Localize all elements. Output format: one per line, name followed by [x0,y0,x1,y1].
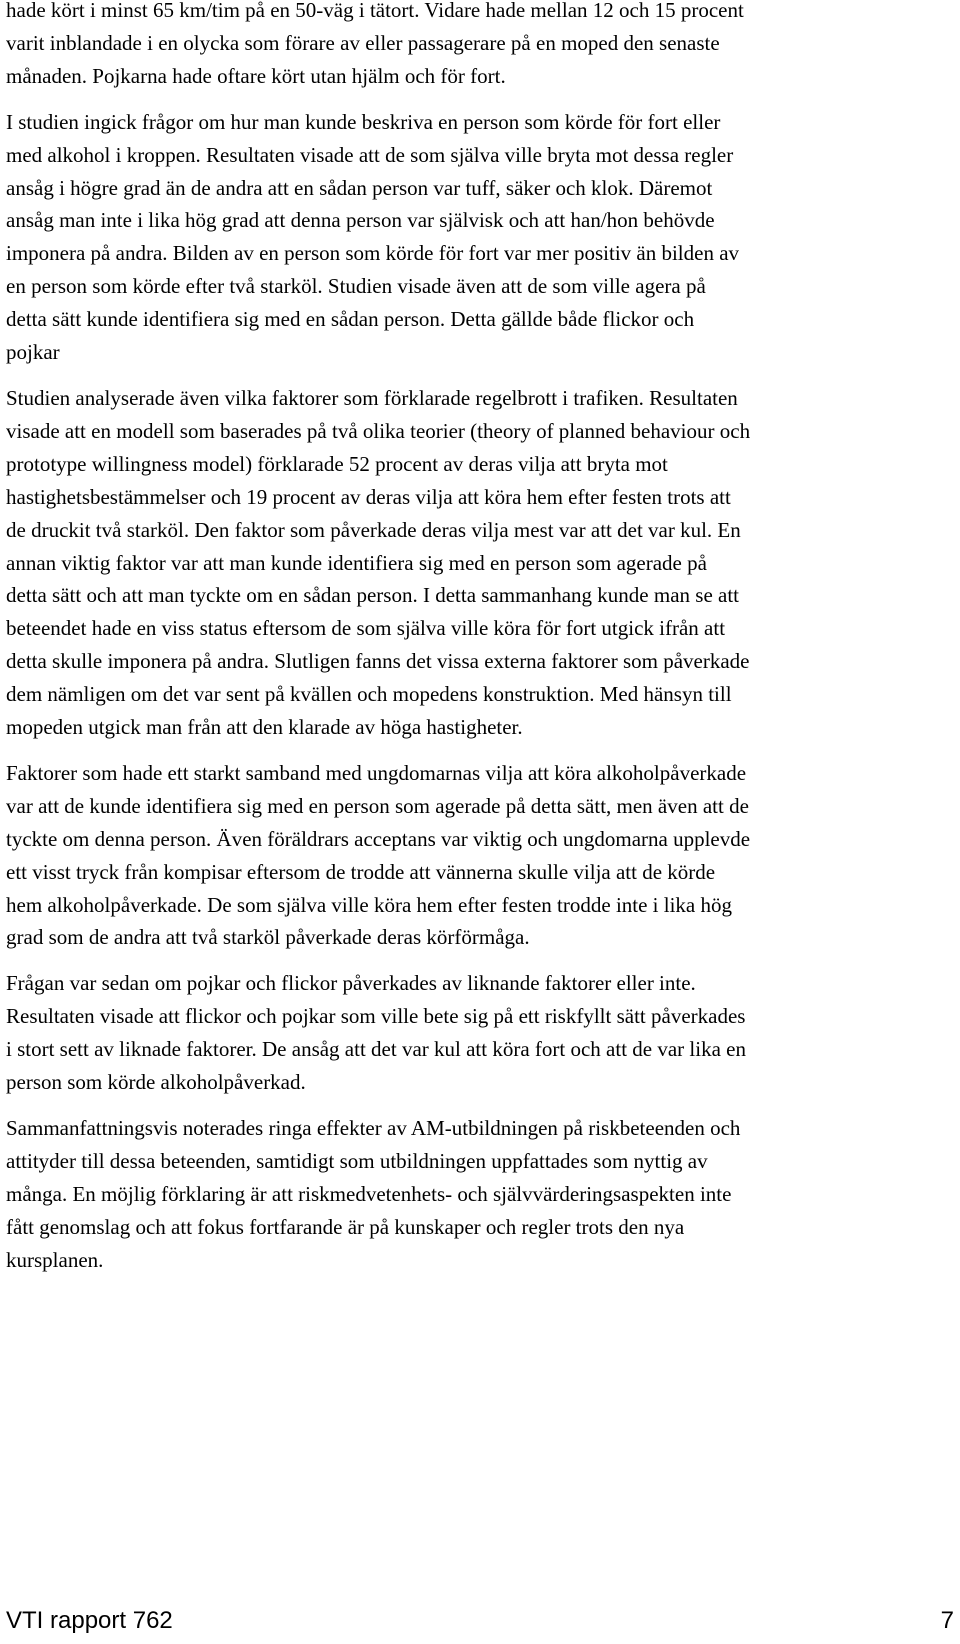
page-footer [6,1601,954,1641]
report-label: VTI rapport 762 [6,1607,173,1634]
paragraph-4: Faktorer som hade ett starkt samband med ungdomarnas vilja att köra alkoholpåverkade var att de kunde identifiera sig med en person som agerade på detta sätt, men även att de tyckte om denna person. Även föräldrars acceptans var viktig och ungdomarna upplevde ett visst tryck från kompisar eftersom de trodde att vännerna skulle vilja att de körde hem alkoholpåverkade. De som själva ville köra hem efter festen trodde inte i lika hög grad som de andra att två starköl påverkade deras körförmåga. [6,760,751,950]
paragraph-5: Frågan var sedan om pojkar och flickor påverkades av liknande faktorer eller inte. Resultaten visade att flickor och pojkar som ville bete sig på ett riskfyllt sätt påverkades i stort sett av liknade faktorer. De ansåg att det var kul att köra fort och att de var lika en person som körde alkoholpåverkad. [6,971,746,1095]
document-body [6,0,956,1290]
page-number: 7 [940,1607,954,1634]
paragraph-3: Studien analyserade även vilka faktorer som förklarade regelbrott i trafiken. Resultaten visade att en modell som baserades på två olika teorier (theory of planned behaviour och prototype willingness model) förklarade 52 procent av deras vilja att bryta mot hastighetsbestämmelser och 19 procent av deras vilja att köra hem efter festen trots att de druckit två starköl. Den faktor som påverkade deras vilja mest var att det var kul. En annan viktig faktor var att man kunde identifiera sig med en person som agerade på detta sätt och att man tyckte om en sådan person. I detta sammanhang kunde man se att beteendet hade en viss status eftersom de som själva ville köra för fort utgick ifrån att detta skulle imponera på andra. Slutligen fanns det vissa externa faktorer som påverkade dem nämligen om det var sent på kvällen och mopedens konstruktion. Med hänsyn till mopeden utgick man från att den klarade av höga hastigheter. [6,385,751,740]
paragraph-2: I studien ingick frågor om hur man kunde beskriva en person som körde för fort eller med alkohol i kroppen. Resultaten visade att de som själva ville bryta mot dessa regler ansåg i högre grad än de andra att en sådan person var tuff, säker och klok. Däremot ansåg man inte i lika hög grad att denna person var självisk och att han/hon behövde imponera på andra. Bilden av en person som körde för fort var mer positiv än bilden av en person som körde efter två starköl. Studien visade även att de som ville agera på detta sätt kunde identifiera sig med en sådan person. Detta gällde både flickor och pojkar [6,109,740,365]
paragraph-1: hade kört i minst 65 km/tim på en 50-väg i tätort. Vidare hade mellan 12 och 15 procent varit inblandade i en olycka som förare av eller passagerare på en moped den senaste månaden. Pojkarna hade oftare kört utan hjälm och för fort. [6,0,744,88]
paragraph-6: Sammanfattningsvis noterades ringa effekter av AM-utbildningen på riskbeteenden och attityder till dessa beteenden, samtidigt som utbildningen uppfattades som nyttig av många. En möjlig förklaring är att riskmedvetenhets- och självvärderingsaspekten inte fått genomslag och att fokus fortfarande är på kunskaper och regler trots den nya kursplanen. [6,1116,741,1272]
